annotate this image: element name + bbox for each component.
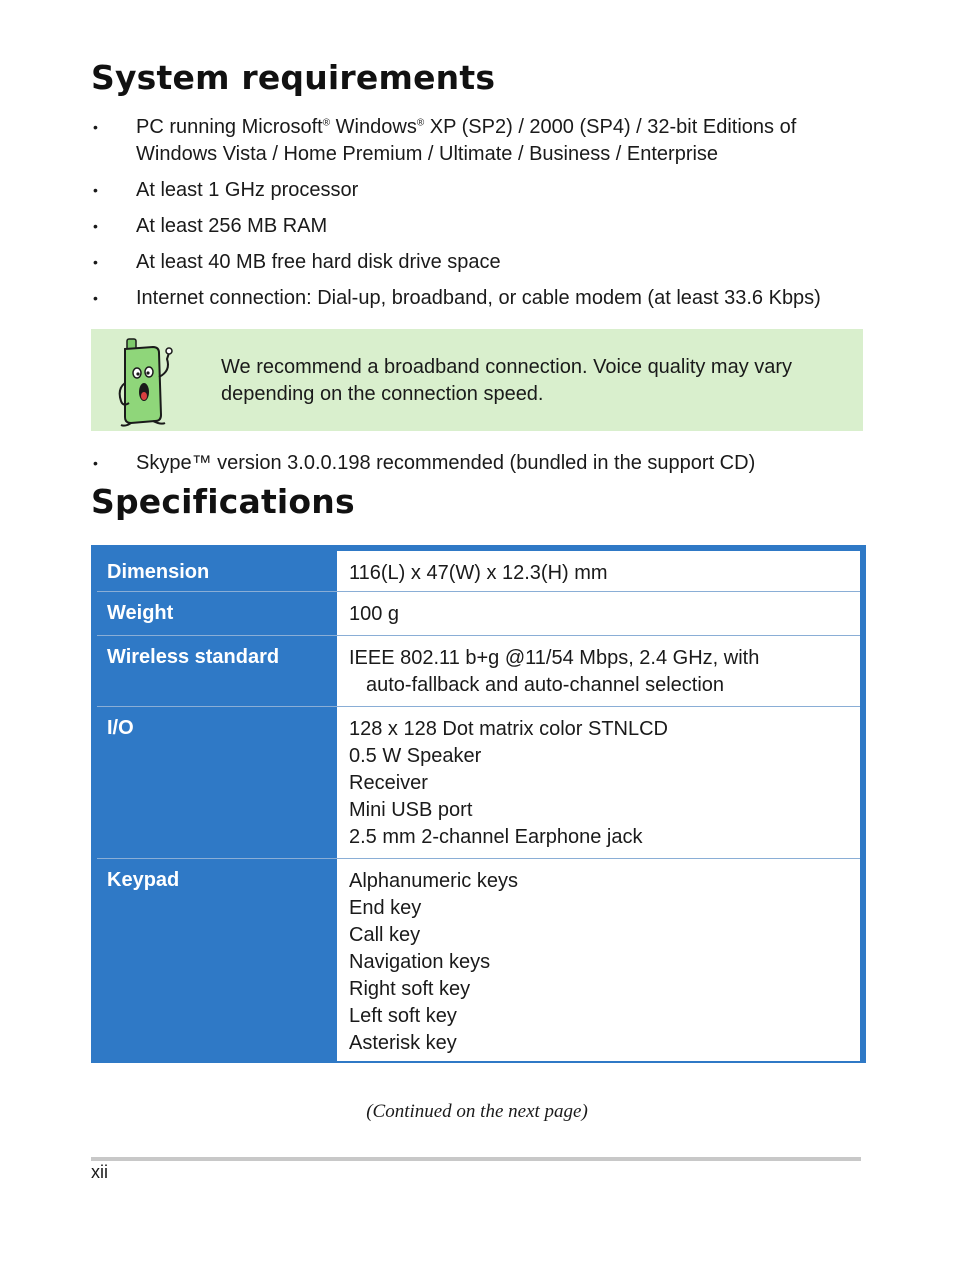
value-line: 116(L) x 47(W) x 12.3(H) mm — [349, 562, 608, 584]
value-line: End key — [349, 897, 422, 919]
value-line: 128 x 128 Dot matrix color STNLCD — [349, 718, 669, 740]
list-item — [91, 285, 891, 312]
list-item — [91, 213, 851, 240]
row-label: Dimension — [97, 551, 337, 591]
row-value — [337, 551, 860, 591]
value-line: Mini USB port — [349, 799, 473, 821]
bullet: • — [93, 290, 98, 306]
bullet: • — [93, 119, 98, 135]
phone-mascot-icon — [117, 337, 179, 432]
list-item — [91, 450, 891, 477]
item-text: At least 40 MB free hard disk drive space — [136, 251, 501, 273]
table-row — [97, 551, 860, 592]
table-row — [97, 636, 860, 707]
item-text: PC running Microsoft — [136, 116, 323, 138]
item-text: At least 256 MB RAM — [136, 215, 328, 237]
value-line: 2.5 mm 2-channel Earphone jack — [349, 826, 643, 848]
table-row — [97, 707, 860, 859]
value-line: auto-fallback and auto-channel selection — [366, 674, 725, 696]
item-text: Windows — [330, 116, 417, 138]
page-number: xii — [91, 1162, 108, 1182]
bullet: • — [93, 218, 98, 234]
row-label: Keypad — [97, 859, 337, 1061]
row-label: Wireless standard — [97, 636, 337, 706]
row-value — [337, 859, 860, 1061]
spec-table — [91, 545, 866, 1063]
value-line: 0.5 W Speaker — [349, 745, 482, 767]
bullet: • — [93, 455, 98, 471]
value-line: 100 g — [349, 603, 400, 625]
continued-note: (Continued on the next page) — [366, 1101, 588, 1122]
value-line: IEEE 802.11 b+g @11/54 Mbps, 2.4 GHz, with — [349, 647, 760, 669]
value-line: Call key — [349, 924, 421, 946]
table-row — [97, 592, 860, 636]
table-row — [97, 859, 860, 1061]
list-item — [91, 114, 851, 168]
value-line: Navigation keys — [349, 951, 491, 973]
value-line: Alphanumeric keys — [349, 870, 518, 892]
row-value — [337, 707, 860, 858]
row-value — [337, 592, 860, 635]
value-line: Right soft key — [349, 978, 471, 1000]
registered-mark: ® — [322, 117, 331, 129]
note-box — [91, 329, 863, 431]
row-label: I/O — [97, 707, 337, 858]
list-item — [91, 177, 851, 204]
value-line: Receiver — [349, 772, 428, 794]
page-title-specifications: Specifications — [91, 482, 355, 521]
item-text: Windows Vista / Home Premium / Ultimate / Business / Enterprise — [136, 143, 719, 165]
row-value — [337, 636, 860, 706]
note-text: depending on the connection speed. — [221, 383, 544, 405]
item-text: At least 1 GHz processor — [136, 179, 359, 201]
item-text: XP (SP2) / 2000 (SP4) / 32-bit Editions of — [424, 116, 797, 138]
value-line: Asterisk key — [349, 1032, 457, 1054]
page-title-system-requirements: System requirements — [91, 58, 496, 97]
note-text: We recommend a broadband connection. Voice quality may vary — [221, 356, 793, 378]
list-item — [91, 249, 851, 276]
bullet: • — [93, 182, 98, 198]
item-text: Internet connection: Dial-up, broadband, or cable modem (at least 33.6 Kbps) — [136, 287, 821, 309]
row-label: Weight — [97, 592, 337, 635]
bullet: • — [93, 254, 98, 270]
footer-divider — [91, 1157, 861, 1161]
item-text: Skype™ version 3.0.0.198 recommended (bundled in the support CD) — [136, 452, 756, 474]
value-line: Left soft key — [349, 1005, 457, 1027]
registered-mark: ® — [416, 117, 425, 129]
